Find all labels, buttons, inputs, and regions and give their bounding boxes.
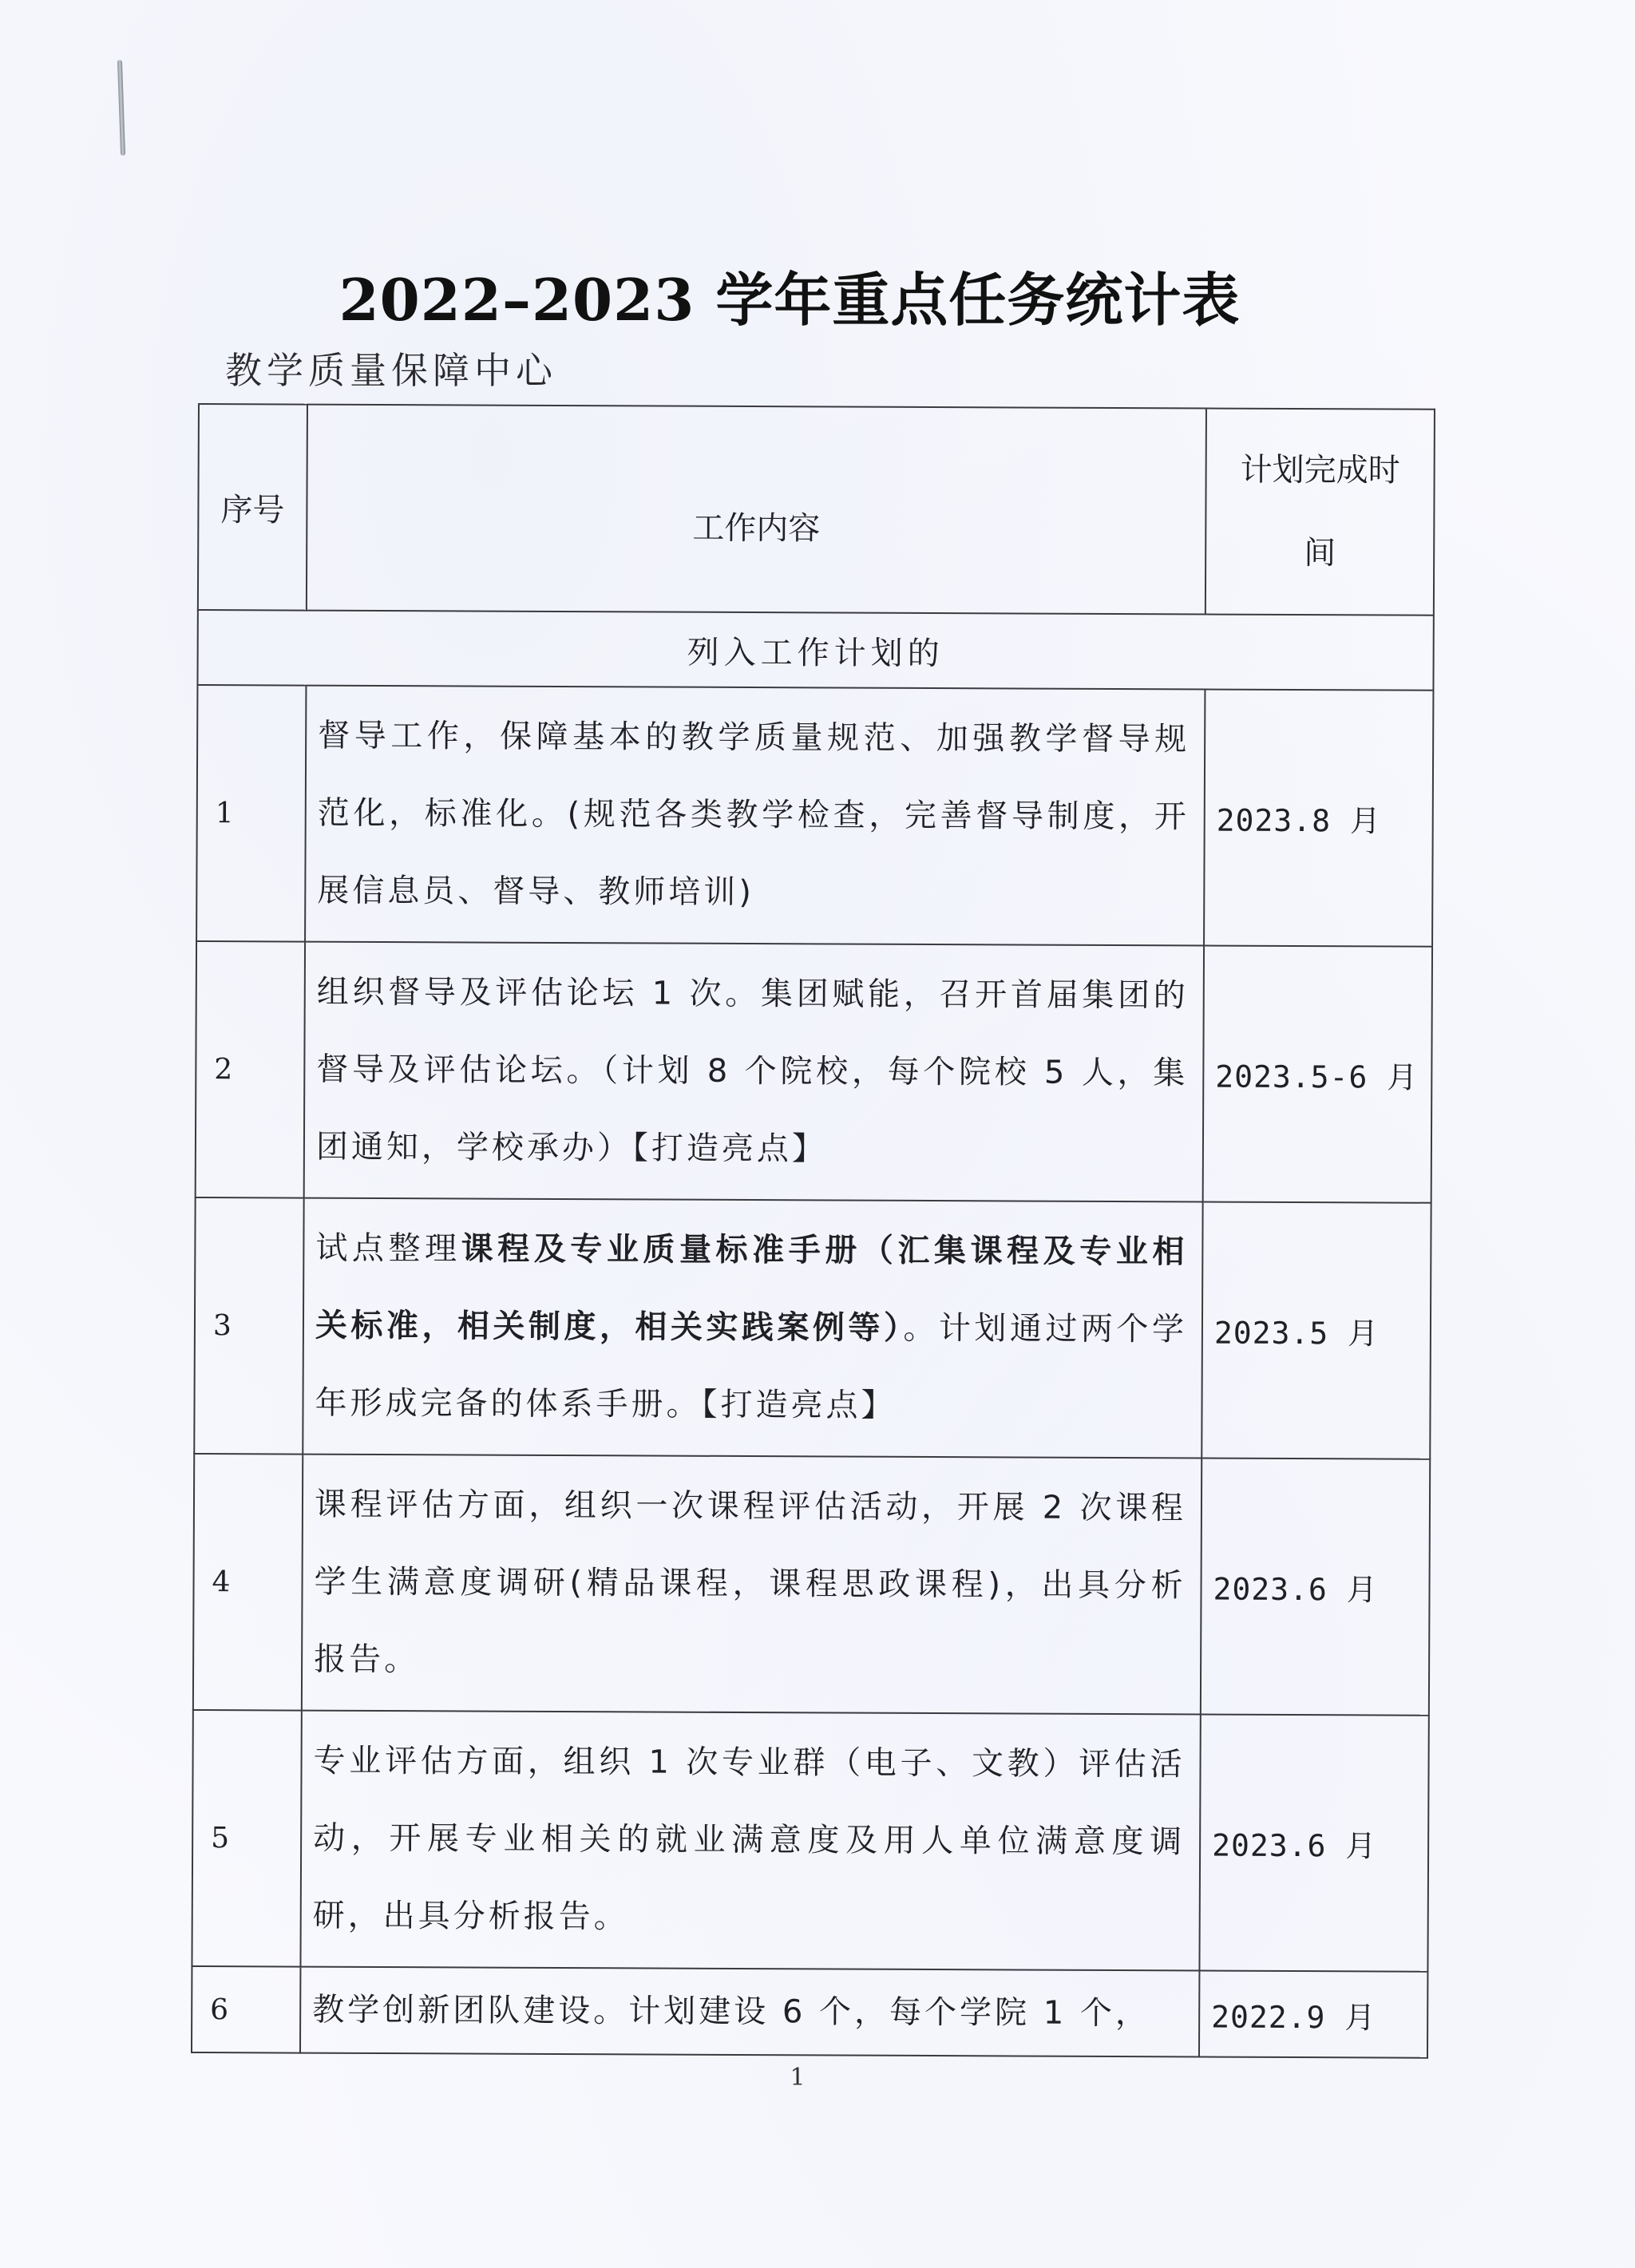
row-content-emphasis: 课程及专业质量标准手册（汇集课程及专业相关标准，相关制度，相关实践案例等） — [315, 1230, 1188, 1347]
row-number: 2 — [196, 941, 305, 1198]
header-work-content: 工作内容 — [307, 405, 1206, 615]
table-row — [192, 1966, 1427, 2058]
header-date-line1: 计划完成时 — [1240, 451, 1400, 489]
header-date-line2: 间 — [1304, 535, 1336, 572]
document-title: 2022–2023 学年重点任务统计表 — [338, 266, 1241, 334]
table-row — [196, 941, 1432, 1203]
row-content: 督导工作，保障基本的教学质量规范、加强教学督导规范化，标准化。(规范各类教学检查，完善督导制度，开展信息员、督导、教师培训) — [305, 686, 1205, 946]
row-number: 6 — [192, 1966, 300, 2053]
row-number: 3 — [194, 1197, 303, 1455]
row-content: 专业评估方面，组织 1 次专业群（电子、文教）评估活动，开展专业相关的就业满意度及用人单位满意度调研，出具分析报告。 — [300, 1711, 1200, 1971]
row-content: 组织督导及评估论坛 1 次。集团赋能，召开首届集团的督导及评估论坛。（计划 8 个院校，每个院校 5 人，集团通知，学校承办）【打造亮点】 — [304, 942, 1204, 1202]
row-number: 1 — [196, 685, 306, 942]
row-date: 2023.8 月 — [1204, 690, 1433, 947]
task-table-container — [191, 403, 1434, 2059]
page-number: 1 — [790, 2064, 806, 2092]
table-header-row — [198, 404, 1435, 615]
section-row — [197, 610, 1433, 691]
header-serial-number: 序号 — [198, 404, 307, 611]
row-date: 2022.9 月 — [1199, 1970, 1427, 2057]
department-label: 教学质量保障中心 — [225, 349, 557, 392]
table-row — [192, 1710, 1428, 1972]
section-label: 列入工作计划的 — [197, 610, 1433, 691]
table-row — [194, 1197, 1431, 1459]
staple-icon — [117, 60, 125, 156]
row-date: 2023.5-6 月 — [1203, 946, 1432, 1203]
row-content: 教学创新团队建设。计划建设 6 个，每个学院 1 个， — [300, 1967, 1199, 2057]
header-planned-completion-time — [1205, 409, 1435, 615]
table-row — [193, 1454, 1430, 1716]
row-date: 2023.6 月 — [1201, 1458, 1430, 1715]
table-row — [196, 685, 1433, 947]
task-table — [191, 403, 1435, 2059]
row-date: 2023.5 月 — [1202, 1202, 1431, 1459]
row-content-pre: 试点整理 — [315, 1229, 461, 1268]
row-number: 4 — [193, 1454, 303, 1711]
row-content: 课程评估方面，组织一次课程评估活动，开展 2 次课程学生满意度调研(精品课程，课程思政课程)，出具分析报告。 — [302, 1455, 1202, 1715]
row-number: 5 — [192, 1710, 301, 1967]
row-content-post: 。计划通过两个学年形成完备的体系手册。【打造亮点】 — [315, 1309, 1188, 1424]
row-date: 2023.6 月 — [1199, 1714, 1428, 1971]
row-content — [303, 1198, 1202, 1459]
